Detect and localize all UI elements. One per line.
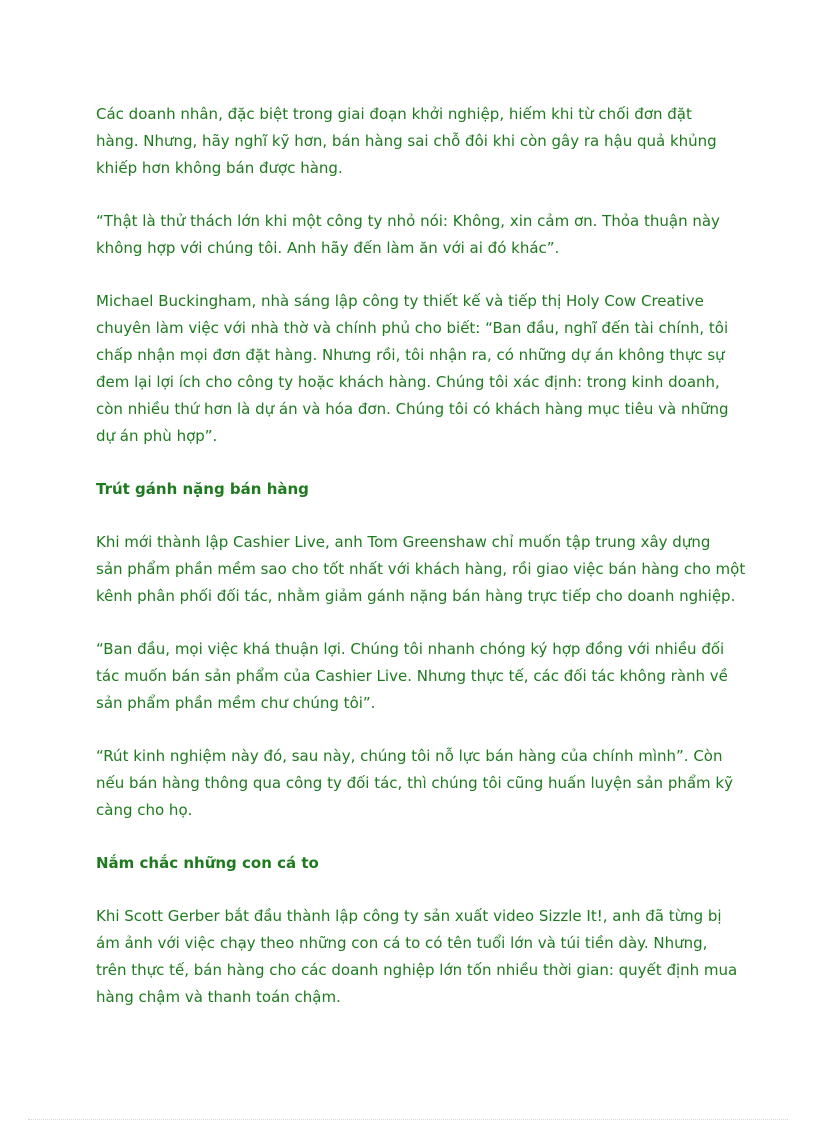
- text-line: trên thực tế, bán hàng cho các doanh nghiệp lớn tốn nhiều thời gian: quyết định mua: [96, 961, 738, 979]
- text-line: tác muốn bán sản phẩm của Cashier Live. Nhưng thực tế, các đối tác không rành về: [96, 667, 728, 685]
- document-body: [96, 101, 746, 1037]
- text-line: kênh phân phối đối tác, nhằm giảm gánh nặng bán hàng trực tiếp cho doanh nghiệp.: [96, 587, 736, 605]
- paragraph-quote-no-thanks: [96, 208, 726, 262]
- text-line: ám ảnh với việc chạy theo những con cá to có tên tuổi lớn và túi tiền dày. Nhưng,: [96, 934, 708, 952]
- heading-text: Nắm chắc những con cá to: [96, 854, 319, 872]
- text-line: khiếp hơn không bán được hàng.: [96, 159, 343, 177]
- text-line: không hợp với chúng tôi. Anh hãy đến làm ăn với ai đó khác”.: [96, 239, 560, 257]
- text-line: Michael Buckingham, nhà sáng lập công ty thiết kế và tiếp thị Holy Cow Creative: [96, 292, 704, 310]
- text-line: càng cho họ.: [96, 801, 193, 819]
- heading-text: Trút gánh nặng bán hàng: [96, 480, 309, 498]
- text-line: “Ban đầu, mọi việc khá thuận lợi. Chúng tôi nhanh chóng ký hợp đồng với nhiều đối: [96, 640, 725, 658]
- paragraph-quote-partners: [96, 636, 726, 717]
- text-line: Khi Scott Gerber bắt đầu thành lập công ty sản xuất video Sizzle It!, anh đã từng bị: [96, 907, 722, 925]
- section-heading-big-fish: [96, 850, 726, 877]
- paragraph-intro: [96, 101, 726, 182]
- paragraph-buckingham: [96, 288, 729, 450]
- text-line: còn nhiều thứ hơn là dự án và hóa đơn. Chúng tôi có khách hàng mục tiêu và những: [96, 400, 729, 418]
- text-line: chấp nhận mọi đơn đặt hàng. Nhưng rồi, tôi nhận ra, có những dự án không thực sự: [96, 346, 725, 364]
- text-line: “Thật là thử thách lớn khi một công ty nhỏ nói: Không, xin cảm ơn. Thỏa thuận này: [96, 212, 720, 230]
- paragraph-quote-lesson: [96, 743, 733, 824]
- text-line: “Rút kinh nghiệm này đó, sau này, chúng tôi nỗ lực bán hàng của chính mình”. Còn: [96, 747, 723, 765]
- text-line: dự án phù hợp”.: [96, 427, 218, 445]
- text-line: sản phẩm phần mềm sao cho tốt nhất với khách hàng, rồi giao việc bán hàng cho một: [96, 560, 746, 578]
- paragraph-scott-gerber: [96, 903, 738, 1011]
- text-line: hàng. Nhưng, hãy nghĩ kỹ hơn, bán hàng sai chỗ đôi khi còn gây ra hậu quả khủng: [96, 132, 717, 150]
- text-line: chuyên làm việc với nhà thờ và chính phủ cho biết: “Ban đầu, nghĩ đến tài chính, tôi: [96, 319, 729, 337]
- text-line: hàng chậm và thanh toán chậm.: [96, 988, 341, 1006]
- text-line: đem lại lợi ích cho công ty hoặc khách hàng. Chúng tôi xác định: trong kinh doanh,: [96, 373, 720, 391]
- page-bottom-divider: [28, 1119, 788, 1120]
- text-line: sản phẩm phần mềm chư chúng tôi”.: [96, 694, 376, 712]
- paragraph-cashier-live: [96, 529, 746, 610]
- text-line: Các doanh nhân, đặc biệt trong giai đoạn khởi nghiệp, hiếm khi từ chối đơn đặt: [96, 105, 692, 123]
- text-line: nếu bán hàng thông qua công ty đối tác, thì chúng tôi cũng huấn luyện sản phẩm kỹ: [96, 774, 733, 792]
- text-line: Khi mới thành lập Cashier Live, anh Tom Greenshaw chỉ muốn tập trung xây dựng: [96, 533, 711, 551]
- section-heading-sales-burden: [96, 476, 726, 503]
